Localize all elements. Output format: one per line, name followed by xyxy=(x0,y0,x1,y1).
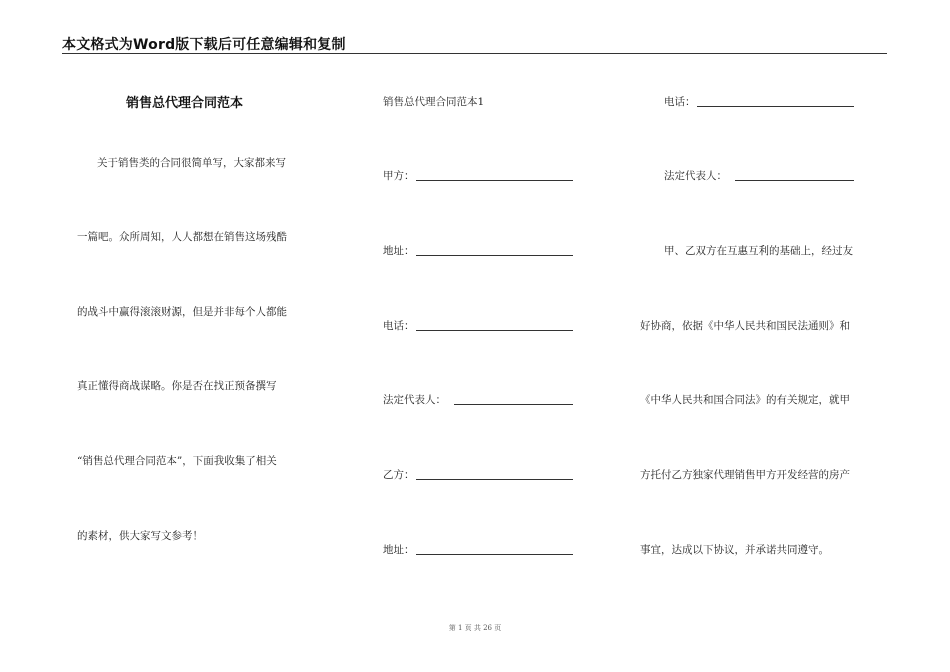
field-label: 甲方： xyxy=(383,170,415,182)
field-blank-line xyxy=(454,404,573,405)
field-label: 法定代表人： xyxy=(383,394,446,406)
party-a-representative-field xyxy=(383,392,446,407)
document-header-title: 本文格式为Word版下载后可任意编辑和复制 xyxy=(62,37,346,53)
intro-line: 的战斗中赢得滚滚财源，但是并非每个人都能 xyxy=(77,306,287,318)
field-label: 法定代表人： xyxy=(664,170,727,182)
party-a-phone-field xyxy=(383,318,415,333)
field-label: 地址： xyxy=(383,245,415,257)
party-b-address-field xyxy=(383,542,415,557)
header-rule xyxy=(62,53,887,54)
terms-line: 《中华人民共和国合同法》的有关规定，就甲 xyxy=(640,394,850,406)
field-blank-line xyxy=(416,479,573,480)
field-blank-line xyxy=(697,106,854,107)
intro-line: 真正懂得商战谋略。你是否在找正预备撰写 xyxy=(77,380,277,392)
party-a-field xyxy=(383,168,415,183)
field-blank-line xyxy=(416,554,573,555)
party-a-address-field xyxy=(383,243,415,258)
contract-heading: 销售总代理合同范本1 xyxy=(383,96,485,108)
field-blank-line xyxy=(416,255,573,256)
intro-line: 一篇吧。众所周知，人人都想在销售这场残酷 xyxy=(77,231,287,243)
field-label: 乙方： xyxy=(383,469,415,481)
field-label: 电话： xyxy=(383,320,415,332)
field-blank-line xyxy=(416,330,573,331)
terms-line: 事宜，达成以下协议，并承诺共同遵守。 xyxy=(640,544,829,556)
document-title: 销售总代理合同范本 xyxy=(126,96,244,111)
field-blank-line xyxy=(735,180,854,181)
intro-line: 的素材，供大家写文参考！ xyxy=(77,530,203,542)
intro-line: “销售总代理合同范本”，下面我收集了相关 xyxy=(77,455,277,467)
party-b-phone-field xyxy=(664,94,696,109)
terms-line: 方托付乙方独家代理销售甲方开发经营的房产 xyxy=(640,469,850,481)
terms-line: 好协商，依据《中华人民共和国民法通则》和 xyxy=(640,320,850,332)
terms-line: 甲、乙双方在互惠互利的基础上，经过友 xyxy=(664,245,853,257)
field-blank-line xyxy=(416,180,573,181)
intro-line: 关于销售类的合同很简单写，大家都来写 xyxy=(97,157,286,169)
party-b-field xyxy=(383,467,415,482)
page-number: 第 1 页 共 26 页 xyxy=(448,624,502,632)
party-b-representative-field xyxy=(664,168,727,183)
field-label: 地址： xyxy=(383,544,415,556)
field-label: 电话： xyxy=(664,96,696,108)
